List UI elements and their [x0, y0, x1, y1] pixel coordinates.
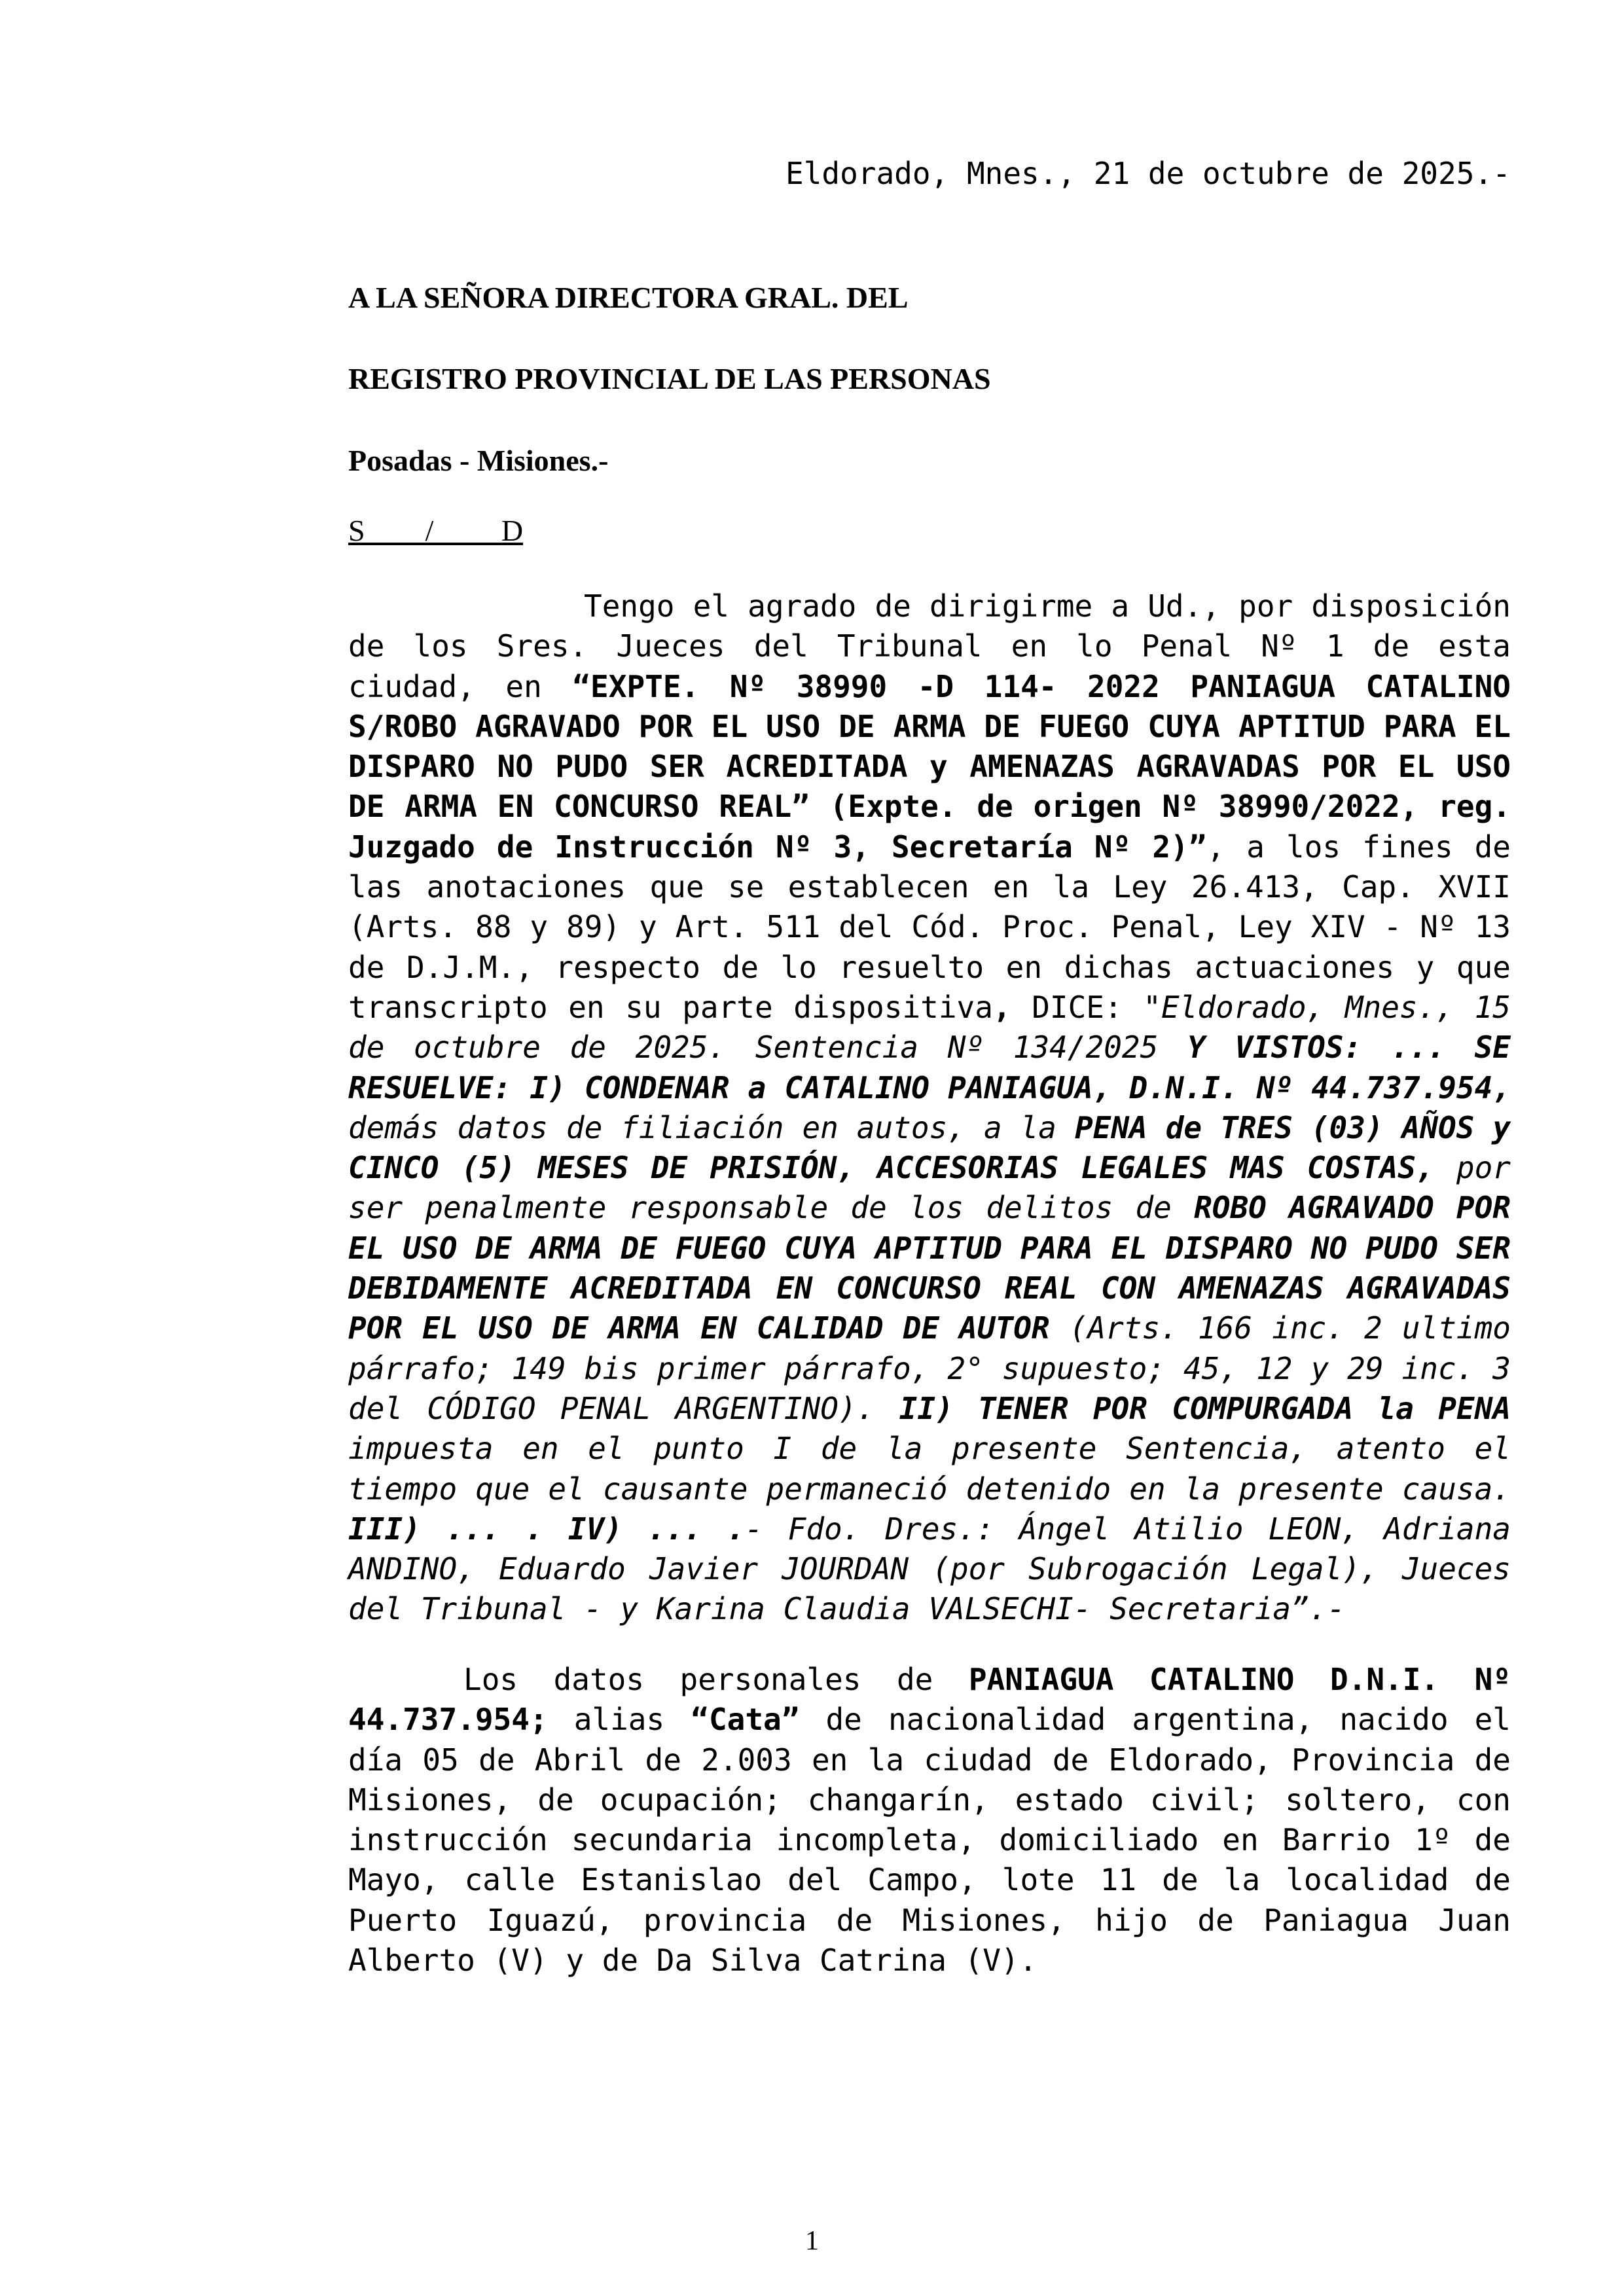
p1-run: ,	[992, 989, 1011, 1025]
p1-run: DICE: "	[1011, 989, 1161, 1025]
p1-run: - Fdo. Dres.: Ángel Atilio LEON, Adriana ANDINO, Eduardo Javier JOURDAN (por Subrogación Legal), Jueces del Tribunal - y Karina Claudia VALSECHI- Secretaria”.-	[348, 1511, 1511, 1627]
p2-run: de nacionalidad argentina, nacido el día 05 de Abril de 2.003 en la ciudad de Eldorado, Provincia de Misiones, de ocupación; changarín, estado civil; soltero, con instrucción secundaria incompleta, domiciliado en Barrio 1º de Mayo, calle Estanislao del Campo, lote 11 de la localidad de Puerto Iguazú, provincia de Misiones, hijo de Paniagua Juan Alberto (V) y de Da Silva Catrina (V).	[348, 1702, 1511, 1979]
p1-run: demás datos de filiación en autos, a la	[348, 1109, 1075, 1145]
addressee-line-1: A LA SEÑORA DIRECTORA GRAL. DEL	[348, 281, 909, 314]
p2-run: alias	[547, 1702, 691, 1738]
sd-line: S / D	[348, 514, 524, 547]
p1-run: PENA de TRES (03) AÑOS y CINCO (5) MESES DE PRISIÓN, ACCESORIAS LEGALES MAS COSTAS,	[348, 1109, 1511, 1186]
p1-run: impuesta en el punto I de la presente Sentencia, atento el tiempo que el causante permaneció detenido en la presente causa.	[348, 1431, 1511, 1507]
p1-run: (Arts. 166 inc. 2 ultimo párrafo; 149 bis primer párrafo, 2° supuesto; 45, 12 y 29 inc. 3 del CÓDIGO PENAL ARGENTINO).	[348, 1310, 1511, 1426]
p2-run: “Cata”	[691, 1702, 800, 1738]
p1-run: por ser penalmente responsable de los delitos de	[348, 1150, 1511, 1226]
p1-run: Eldorado, Mnes., 15 de octubre de 2025. Sentencia Nº 134/2025	[348, 989, 1511, 1066]
p1-run: Tengo el agrado de dirigirme a Ud., por disposición de los Sres. Jueces del Tribunal en lo Penal Nº 1 de esta ciudad, en	[348, 588, 1511, 704]
p2-run: PANIAGUA CATALINO D.N.I. Nº 44.737.954;	[348, 1662, 1511, 1738]
date-line: Eldorado, Mnes., 21 de octubre de 2025.-	[785, 156, 1511, 191]
p1-run: II) TENER POR COMPURGADA la PENA	[899, 1390, 1511, 1426]
p1-run: “EXPTE. Nº 38990 -D 114- 2022 PANIAGUA CATALINO S/ROBO AGRAVADO POR EL USO DE ARMA DE FUEGO CUYA APTITUD PARA EL DISPARO NO PUDO SER ACREDITADA y AMENAZAS AGRAVADAS POR EL USO DE ARMA EN CONCURSO REAL” (Expte. de origen Nº 38990/2022, reg. Juzgado de Instrucción Nº 3, Secretaría Nº 2)”	[348, 668, 1511, 865]
page-number: 1	[805, 2226, 819, 2256]
p1-run: ROBO AGRAVADO POR EL USO DE ARMA DE FUEGO CUYA APTITUD PARA EL DISPARO NO PUDO SER DEBIDAMENTE ACREDITADA EN CONCURSO REAL CON AMENAZAS AGRAVADAS POR EL USO DE ARMA EN CALIDAD DE AUTOR	[348, 1190, 1511, 1346]
body-paragraph-2	[348, 1660, 1511, 1981]
addressee-line-3: Posadas - Misiones.-	[348, 444, 609, 477]
p1-run: III) ... . IV) ... .	[348, 1511, 745, 1547]
p2-run: Los datos personales de	[463, 1662, 969, 1697]
body-paragraph-1	[348, 586, 1511, 1630]
p1-run: , a los fines de las anotaciones que se establecen en la Ley 26.413, Cap. XVII (Arts. 88 y 89) y Art. 511 del Cód. Proc. Penal, Ley XIV - Nº 13 de D.J.M., respecto de lo resuelto en dichas actuaciones y que transcripto en su parte dispositiva	[348, 829, 1511, 1025]
addressee-line-2: REGISTRO PROVINCIAL DE LAS PERSONAS	[348, 362, 991, 395]
p1-run: Y VISTOS: ... SE RESUELVE: I) CONDENAR a CATALINO PANIAGUA, D.N.I. Nº 44.737.954,	[348, 1030, 1511, 1105]
